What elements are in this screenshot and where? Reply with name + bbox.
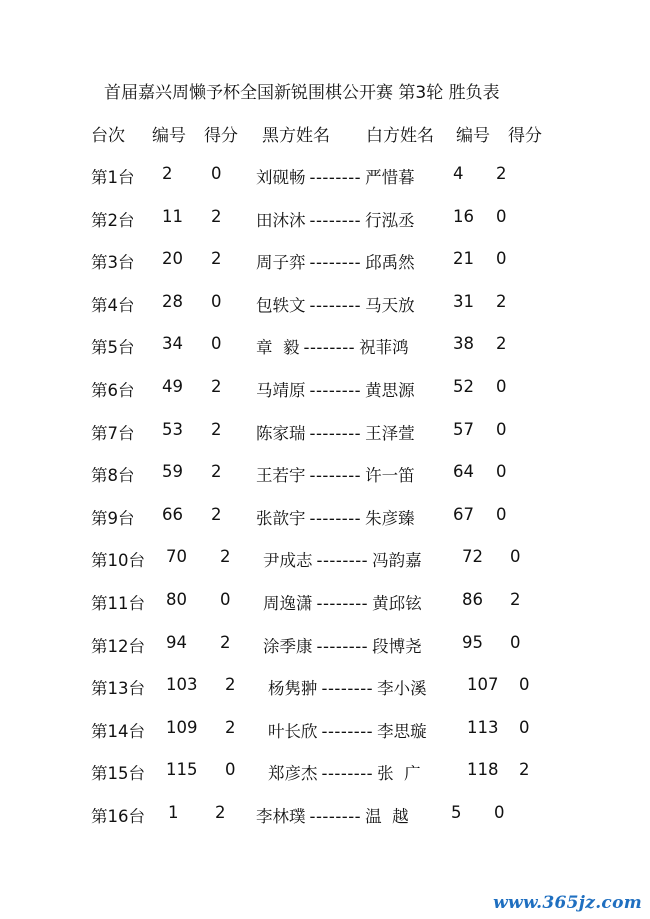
white-number: 118 <box>467 760 499 780</box>
black-number: 94 <box>166 632 187 652</box>
black-number: 80 <box>166 590 187 609</box>
black-number: 103 <box>166 675 198 695</box>
black-name: 杨隽翀 <box>268 679 318 699</box>
pairing-separator: -------- <box>309 253 362 273</box>
white-number: 38 <box>453 334 474 354</box>
white-name: 朱彦臻 <box>365 508 415 528</box>
header-black-name: 黑方姓名 <box>262 126 330 146</box>
black-number: 11 <box>162 206 183 226</box>
black-number: 59 <box>162 462 183 482</box>
board-label: 第7台 <box>91 423 135 443</box>
table-row <box>0 249 650 273</box>
white-score: 0 <box>496 249 507 269</box>
black-name: 尹成志 <box>263 551 313 571</box>
table-header <box>0 121 650 145</box>
white-name: 王泽萱 <box>365 423 415 443</box>
black-score: 2 <box>211 249 222 269</box>
white-number: 95 <box>462 632 483 652</box>
white-name: 温 越 <box>365 807 409 826</box>
white-score: 2 <box>510 590 521 609</box>
table-row <box>0 675 650 699</box>
black-number: 34 <box>162 334 183 354</box>
white-number: 16 <box>453 206 474 226</box>
white-number: 5 <box>451 803 462 822</box>
white-number: 4 <box>453 164 464 183</box>
table-row <box>0 377 650 401</box>
board-label: 第12台 <box>91 636 145 656</box>
black-score: 2 <box>211 462 222 482</box>
white-number: 57 <box>453 419 474 439</box>
black-score: 0 <box>211 291 222 311</box>
white-name: 李思璇 <box>377 721 427 741</box>
pairing-separator: -------- <box>316 594 369 613</box>
white-number: 52 <box>453 377 474 396</box>
pairing-separator: -------- <box>321 764 374 784</box>
page-title: 首届嘉兴周懒予杯全国新锐围棋公开赛 第3轮 胜负表 <box>104 83 500 103</box>
table-row <box>0 760 650 784</box>
black-number: 66 <box>162 504 183 524</box>
site-watermark: www.365jz.com <box>493 893 642 913</box>
pairing <box>256 249 415 273</box>
black-name: 周逸潇 <box>263 594 313 613</box>
pairing-separator: -------- <box>309 295 362 315</box>
white-number: 67 <box>453 504 474 524</box>
pairing <box>256 207 415 231</box>
black-number: 115 <box>166 760 198 780</box>
board-label: 第10台 <box>91 551 145 571</box>
pairing <box>256 377 415 401</box>
pairing <box>263 633 422 657</box>
black-name: 刘砚畅 <box>256 168 306 187</box>
white-score: 2 <box>496 291 507 311</box>
white-score: 0 <box>496 377 507 396</box>
board-label: 第1台 <box>91 168 135 187</box>
black-number: 20 <box>162 249 183 269</box>
white-score: 0 <box>494 803 505 822</box>
header-white-score: 得分 <box>508 126 542 146</box>
table-row <box>0 420 650 444</box>
black-score: 2 <box>215 803 226 822</box>
pairing <box>263 590 422 614</box>
table-row <box>0 718 650 742</box>
black-name: 张歆宇 <box>256 508 306 528</box>
white-name: 黄思源 <box>365 381 415 400</box>
black-name: 周子弈 <box>256 253 306 273</box>
pairing <box>256 462 415 486</box>
white-score: 0 <box>496 206 507 226</box>
pairing <box>256 420 415 444</box>
white-score: 0 <box>519 717 530 737</box>
white-score: 0 <box>496 462 507 482</box>
white-name: 祝菲鸿 <box>359 338 409 358</box>
pairing <box>268 675 427 699</box>
table-row <box>0 590 650 614</box>
white-score: 2 <box>496 164 507 183</box>
black-name: 田沐沐 <box>256 210 306 230</box>
pairing-separator: -------- <box>309 423 362 443</box>
white-name: 黄邱铉 <box>372 594 422 613</box>
white-name: 张 广 <box>377 764 421 784</box>
board-label: 第11台 <box>91 594 145 613</box>
black-number: 1 <box>168 803 179 822</box>
black-number: 2 <box>162 164 173 183</box>
pairing-separator: -------- <box>316 551 369 571</box>
black-score: 2 <box>211 206 222 226</box>
pairing <box>256 803 409 827</box>
pairing <box>263 547 422 571</box>
black-name: 陈家瑞 <box>256 423 306 443</box>
pairing <box>256 164 415 188</box>
table-row <box>0 803 650 827</box>
white-score: 0 <box>496 504 507 524</box>
black-score: 2 <box>211 377 222 396</box>
pairing <box>268 718 427 742</box>
header-white-number: 编号 <box>456 126 490 146</box>
pairing-separator: -------- <box>321 679 374 699</box>
white-number: 72 <box>462 547 483 567</box>
pairing-separator: -------- <box>309 508 362 528</box>
board-label: 第14台 <box>91 721 145 741</box>
black-name: 章 毅 <box>256 338 300 358</box>
white-name: 邱禹然 <box>365 253 415 273</box>
white-name: 段博尧 <box>372 636 422 656</box>
black-score: 0 <box>225 760 236 780</box>
white-score: 0 <box>510 632 521 652</box>
white-name: 冯韵嘉 <box>372 551 422 571</box>
board-label: 第13台 <box>91 679 145 699</box>
black-score: 2 <box>225 675 236 695</box>
white-number: 31 <box>453 291 474 311</box>
table-row <box>0 207 650 231</box>
table-row <box>0 462 650 486</box>
white-name: 行泓丞 <box>365 210 415 230</box>
table-row <box>0 505 650 529</box>
black-score: 2 <box>220 547 231 567</box>
white-name: 马天放 <box>365 295 415 315</box>
white-score: 0 <box>510 547 521 567</box>
board-label: 第16台 <box>91 807 145 826</box>
pairing-separator: -------- <box>309 807 362 826</box>
pairing-separator: -------- <box>309 466 362 486</box>
black-name: 王若宇 <box>256 466 306 486</box>
black-score: 2 <box>225 717 236 737</box>
white-number: 64 <box>453 462 474 482</box>
pairing-separator: -------- <box>309 168 362 187</box>
table-row <box>0 164 650 188</box>
black-score: 2 <box>211 504 222 524</box>
header-black-score: 得分 <box>204 126 238 146</box>
table-row <box>0 633 650 657</box>
board-label: 第15台 <box>91 764 145 784</box>
pairing <box>256 292 415 316</box>
board-label: 第6台 <box>91 381 135 400</box>
white-number: 21 <box>453 249 474 269</box>
black-number: 49 <box>162 377 183 396</box>
white-name: 李小溪 <box>377 679 427 699</box>
black-score: 2 <box>211 419 222 439</box>
table-row <box>0 292 650 316</box>
board-label: 第2台 <box>91 210 135 230</box>
pairing <box>256 334 409 358</box>
header-board: 台次 <box>91 126 125 146</box>
black-score: 0 <box>220 590 231 609</box>
header-white-name: 白方姓名 <box>366 126 434 146</box>
table-row <box>0 547 650 571</box>
pairing <box>256 505 415 529</box>
black-name: 涂季康 <box>263 636 313 656</box>
white-score: 2 <box>519 760 530 780</box>
white-number: 86 <box>462 590 483 609</box>
black-score: 0 <box>211 334 222 354</box>
pairing-separator: -------- <box>321 721 374 741</box>
white-score: 0 <box>519 675 530 695</box>
black-number: 109 <box>166 717 198 737</box>
white-number: 107 <box>467 675 499 695</box>
white-score: 2 <box>496 334 507 354</box>
black-score: 2 <box>220 632 231 652</box>
pairing-separator: -------- <box>309 210 362 230</box>
board-label: 第9台 <box>91 508 135 528</box>
board-label: 第5台 <box>91 338 135 358</box>
black-name: 马靖原 <box>256 381 306 400</box>
white-name: 严惜暮 <box>365 168 415 187</box>
pairing-separator: -------- <box>309 381 362 400</box>
white-number: 113 <box>467 717 499 737</box>
pairing-separator: -------- <box>303 338 356 358</box>
white-name: 许一笛 <box>365 466 415 486</box>
board-label: 第3台 <box>91 253 135 273</box>
black-score: 0 <box>211 164 222 183</box>
black-name: 叶长欣 <box>268 721 318 741</box>
pairing-separator: -------- <box>316 636 369 656</box>
black-number: 53 <box>162 419 183 439</box>
black-number: 70 <box>166 547 187 567</box>
white-score: 0 <box>496 419 507 439</box>
black-number: 28 <box>162 291 183 311</box>
board-label: 第4台 <box>91 295 135 315</box>
header-black-number: 编号 <box>152 126 186 146</box>
pairing <box>268 760 421 784</box>
board-label: 第8台 <box>91 466 135 486</box>
table-row <box>0 334 650 358</box>
black-name: 包轶文 <box>256 295 306 315</box>
black-name: 郑彦杰 <box>268 764 318 784</box>
black-name: 李林璞 <box>256 807 306 826</box>
